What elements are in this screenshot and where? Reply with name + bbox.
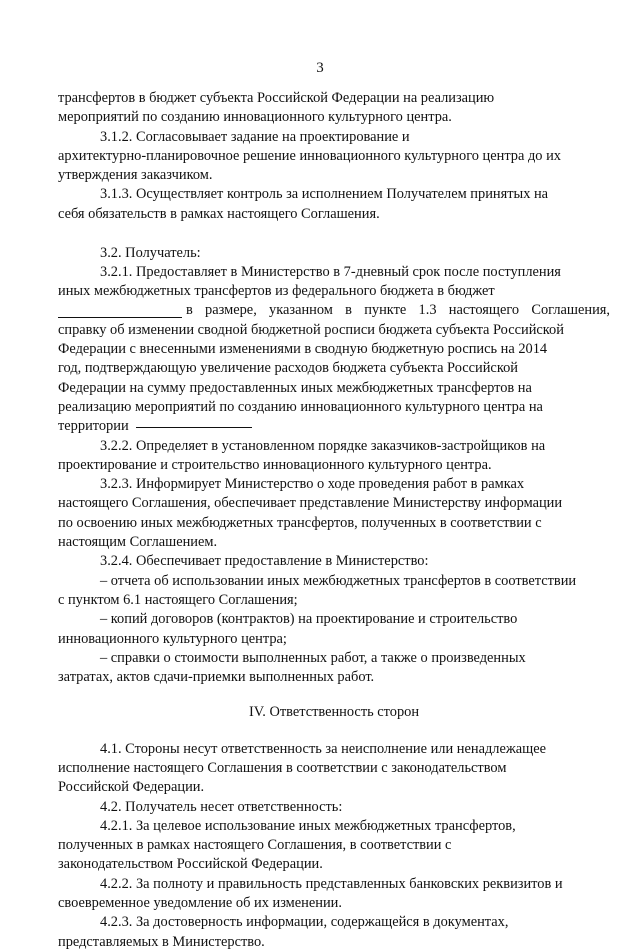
section-gap — [58, 687, 610, 699]
text-line: Российской Федерации. — [58, 779, 205, 796]
text-line: трансфертов в бюджет субъекта Российской Федерации на реализацию — [58, 90, 495, 106]
text-line-with-blank — [58, 301, 610, 320]
text-line: настоящим Соглашением. — [58, 534, 218, 551]
text-line: Федерации на сумму предоставленных иных межбюджетных трансфертов на — [58, 379, 532, 396]
text-line: с пунктом 6.1 настоящего Соглашения; — [58, 591, 298, 608]
text-line: своевременное уведомление об их изменении. — [58, 895, 342, 912]
text-line: – отчета об использовании иных межбюджетных трансфертов в соответствии — [100, 572, 577, 589]
text-line: 3.2. Получатель: — [100, 244, 201, 261]
section-gap — [58, 723, 610, 735]
text-line: 4.1. Стороны несут ответственность за неисполнение или ненадлежащее — [100, 740, 547, 757]
text-line: год, подтверждающую увеличение расходов бюджета субъекта Российской — [58, 360, 518, 377]
paragraph-gap — [58, 224, 610, 244]
text-line: в размере, указанном в пункте 1.3 настоящего Соглашения, — [186, 302, 610, 319]
text-line: архитектурно-планировочное решение инновационного культурного центра до их — [58, 147, 561, 164]
text-line: представляемых в Министерство. — [58, 933, 265, 950]
text-line: 3.2.2. Определяет в установленном порядке заказчиков-застройщиков на — [100, 437, 546, 454]
text-line: по освоению иных межбюджетных трансфертов, полученных в соответствии с — [58, 514, 542, 531]
text-line: Федерации с внесенными изменениями в сводную бюджетную роспись на 2014 — [58, 341, 548, 358]
text-line: 3.2.4. Обеспечивает предоставление в Министерство: — [100, 553, 429, 570]
text-line: иных межбюджетных трансфертов из федерального бюджета в бюджет — [58, 283, 495, 300]
document-body — [58, 89, 610, 952]
text-line: полученных в рамках настоящего Соглашения, в соответствии с — [58, 837, 452, 854]
text-line: – справки о стоимости выполненных работ, а также о произведенных — [100, 649, 526, 666]
text-line: 4.2.2. За полноту и правильность представленных банковских реквизитов и — [100, 875, 563, 892]
page-number: 3 — [316, 60, 324, 76]
text-line: законодательством Российской Федерации. — [58, 856, 323, 873]
text-line: справку об изменении сводной бюджетной росписи бюджета субъекта Российской — [58, 321, 564, 338]
fill-in-blank — [136, 426, 252, 428]
text-line: утверждения заказчиком. — [58, 167, 213, 184]
text-line: – копий договоров (контрактов) на проектирование и строительство — [100, 611, 518, 628]
text-line: себя обязательств в рамках настоящего Соглашения. — [58, 205, 380, 222]
text-line: проектирование и строительство инновационного культурного центра. — [58, 456, 492, 473]
text-line: затратах, актов сдачи-приемки выполненных работ. — [58, 669, 375, 686]
text-line: настоящего Соглашения, обеспечивает представление Министерству информации — [58, 495, 563, 512]
text-line: 3.2.1. Предоставляет в Министерство в 7-дневный срок после поступления — [100, 263, 561, 280]
text-line: мероприятий по созданию инновационного культурного центра. — [58, 109, 452, 126]
text-line: 4.2.1. За целевое использование иных межбюджетных трансфертов, — [100, 817, 516, 834]
text-line: 4.2.3. За достоверность информации, содержащейся в документах, — [100, 914, 509, 931]
section-heading: IV. Ответственность сторон — [248, 704, 420, 721]
text-line: реализацию мероприятий по созданию инновационного культурного центра на — [58, 398, 543, 415]
fill-in-blank — [58, 316, 182, 318]
text-line: 3.1.3. Осуществляет контроль за исполнением Получателем принятых на — [100, 186, 549, 203]
text-line: инновационного культурного центра; — [58, 630, 287, 647]
text-line: территории — [58, 418, 129, 435]
text-line: 3.1.2. Согласовывает задание на проектирование и — [100, 128, 410, 145]
text-line-with-blank — [58, 417, 610, 436]
text-line: 3.2.3. Информирует Министерство о ходе проведения работ в рамках — [100, 476, 525, 493]
text-line: исполнение настоящего Соглашения в соответствии с законодательством — [58, 760, 507, 776]
text-line: 4.2. Получатель несет ответственность: — [100, 798, 343, 815]
